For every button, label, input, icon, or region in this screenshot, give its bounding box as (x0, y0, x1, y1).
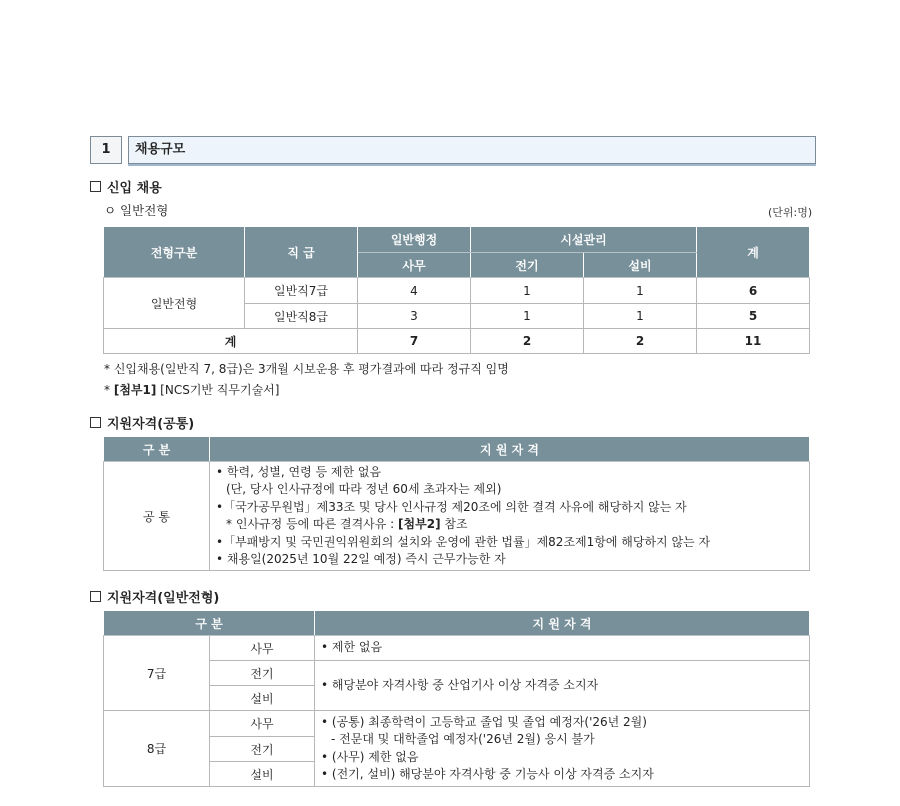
table-row (104, 278, 810, 304)
attachment2-label: [첨부2] (398, 517, 441, 531)
probation-note: * 신입채용(일반직 7, 8급)은 3개월 시보운용 후 평가결과에 따라 정규직 임명 (104, 362, 509, 376)
col-header-equip: 설비 (584, 253, 697, 278)
qual-line: • 학력, 성별, 연령 등 제한 없음 (216, 464, 382, 479)
col-header-type: 전형구분 (104, 227, 245, 278)
qual-line: • 채용일(2025년 10월 22일 예정) 즉시 근무가능한 자 (216, 552, 506, 566)
grade7-office-qual: • 제한 없음 (315, 636, 810, 661)
general-qual-table (103, 610, 810, 787)
grade-cell: 일반직7급 (245, 278, 358, 304)
sum-equip: 2 (584, 329, 697, 354)
col-header-category: 구 분 (104, 437, 210, 462)
new-hire-heading: 신입 채용 (90, 177, 162, 196)
section-header (90, 136, 809, 164)
sum-office: 7 (358, 329, 471, 354)
qual-line-suffix: 참조 (440, 517, 468, 531)
elec-count: 1 (471, 278, 584, 304)
job-office: 사무 (210, 636, 315, 661)
unit-label: (단위:명) (768, 206, 813, 219)
grade7-cell: 7급 (104, 636, 210, 711)
job-office: 사무 (210, 711, 315, 737)
col-header-total: 계 (697, 227, 810, 278)
sum-row (104, 329, 810, 354)
total-count: 6 (697, 278, 810, 304)
sum-label: 계 (104, 329, 358, 354)
hiring-table (103, 226, 810, 354)
qual-line-prefix: * 인사규정 등에 따른 결격사유 : (226, 517, 399, 531)
category-cell: 공 통 (104, 462, 210, 571)
col-header-office: 사무 (358, 253, 471, 278)
common-qual-heading: 지원자격(공통) (90, 413, 194, 432)
col-header-elec: 전기 (471, 253, 584, 278)
common-qual-table (103, 436, 810, 571)
note-prefix: * (104, 383, 114, 397)
sum-elec: 2 (471, 329, 584, 354)
sum-total: 11 (697, 329, 810, 354)
attachment1-note (104, 381, 279, 398)
qual-line: - 전문대 및 대학졸업 예정자('26년 2월) 응시 불가 (331, 732, 595, 746)
grade7-tech-qual: • 해당분야 자격사항 중 산업기사 이상 자격증 소지자 (315, 661, 810, 711)
qual-line: • (사무) 제한 없음 (321, 749, 419, 764)
col-header-qual: 지 원 자 격 (315, 611, 810, 636)
office-count: 3 (358, 304, 471, 329)
equip-count: 1 (584, 278, 697, 304)
qual-line: •「부패방지 및 국민권익위원회의 설치와 운영에 관한 법률」제82조제1항에 해당하지 않는 자 (216, 534, 711, 549)
qual-line: • (공통) 최종학력이 고등학교 졸업 및 졸업 예정자('26년 2월) (321, 714, 647, 729)
total-count: 5 (697, 304, 810, 329)
section-number: 1 (90, 136, 122, 164)
job-equip: 설비 (210, 762, 315, 787)
section-title: 채용규모 (128, 136, 816, 164)
office-count: 4 (358, 278, 471, 304)
attachment1-label: [첨부1] (113, 383, 157, 397)
qual-line (216, 516, 809, 534)
elec-count: 1 (471, 304, 584, 329)
grade-cell: 일반직8급 (245, 304, 358, 329)
job-elec: 전기 (210, 737, 315, 762)
grade8-qual (315, 711, 810, 787)
qual-line: (단, 당사 인사규정에 따라 정년 60세 초과자는 제외) (226, 482, 502, 496)
col-header-facility: 시설관리 (471, 227, 697, 253)
col-header-admin: 일반행정 (358, 227, 471, 253)
qual-line: • (전기, 설비) 해당분야 자격사항 중 기능사 이상 자격증 소지자 (321, 767, 654, 781)
equip-count: 1 (584, 304, 697, 329)
col-header-category: 구 분 (104, 611, 315, 636)
attachment1-desc: [NCS기반 직무기술서] (156, 383, 280, 397)
job-equip: 설비 (210, 686, 315, 711)
grade8-cell: 8급 (104, 711, 210, 787)
job-elec: 전기 (210, 661, 315, 686)
general-track-label: ㅇ 일반전형 (104, 203, 169, 218)
col-header-qual: 지 원 자 격 (210, 437, 810, 462)
common-qual-cell (210, 462, 810, 571)
general-qual-heading: 지원자격(일반전형) (90, 587, 219, 606)
row-type-cell: 일반전형 (104, 278, 245, 329)
qual-line: •「국가공무원법」제33조 및 당사 인사규정 제20조에 의한 결격 사유에 해당하지 않는 자 (216, 499, 687, 514)
col-header-grade: 직 급 (245, 227, 358, 278)
